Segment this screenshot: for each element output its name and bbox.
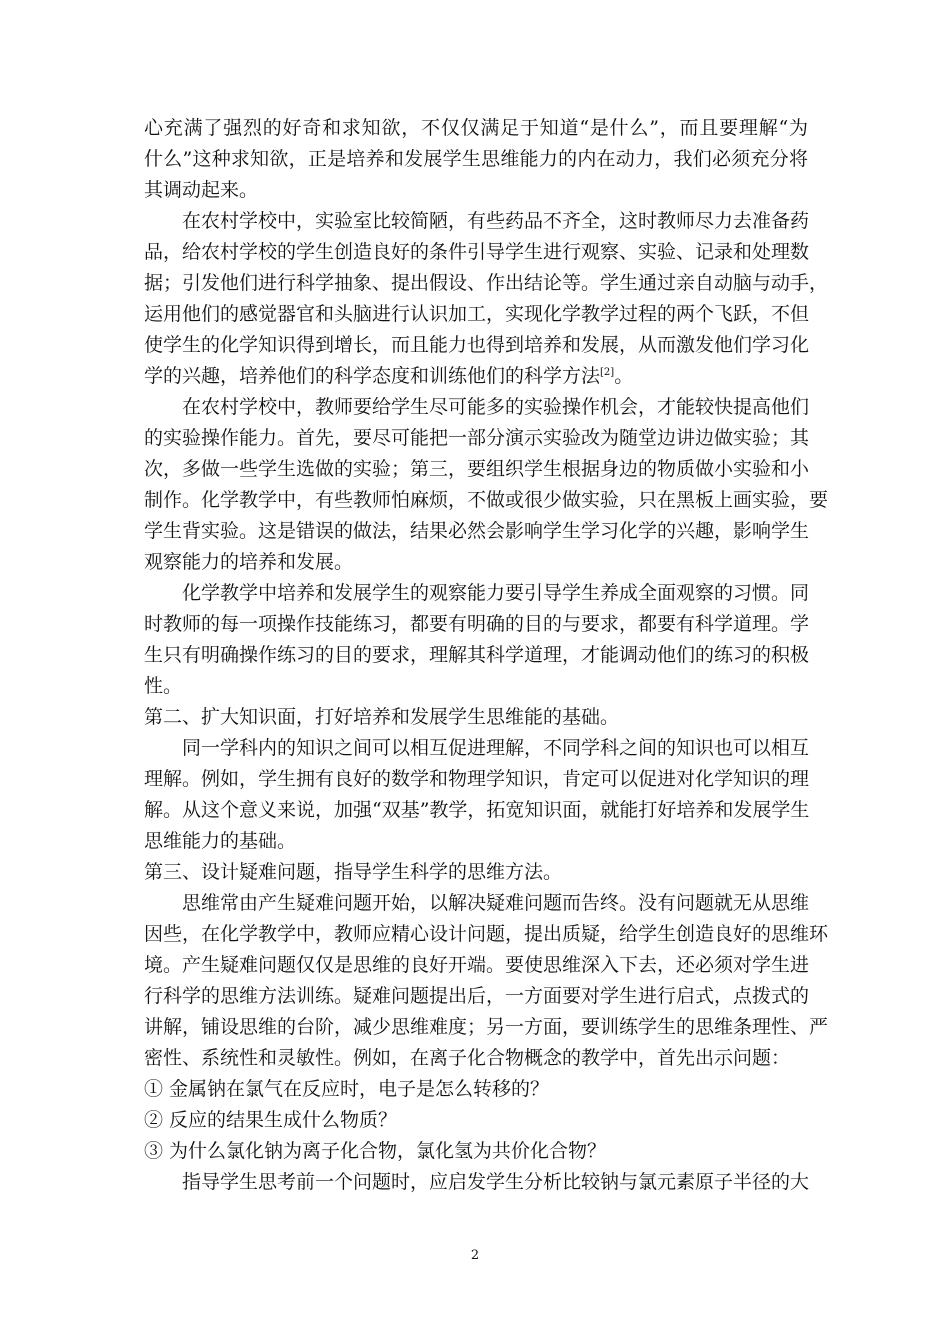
text-line: 学生背实验。这是错误的做法，结果必然会影响学生学习化学的兴趣，影响学生 <box>144 520 810 542</box>
section-heading: 第三、设计疑难问题，指导学生科学的思维方法。 <box>144 861 563 883</box>
text-line: 密性、系统性和灵敏性。例如，在离子化合物概念的教学中，首先出示问题： <box>144 1047 791 1069</box>
paragraph-first-line: 同一学科内的知识之间可以相互促进理解，不同学科之间的知识也可以相互 <box>182 737 810 759</box>
text-line: 思维能力的基础。 <box>144 830 297 852</box>
section-heading: 第二、扩大知识面，打好培养和发展学生思维能的基础。 <box>144 706 620 728</box>
text-line: 学的兴趣，培养他们的科学态度和训练他们的科学方法 <box>144 365 601 387</box>
text-line: 行科学的思维方法训练。疑难问题提出后，一方面要对学生进行启式，点拨式的 <box>144 985 810 1007</box>
text-line: 境。产生疑难问题仅仅是思维的良好开端。要使思维深入下去，还必须对学生进 <box>144 954 810 976</box>
text-line: 据；引发他们进行科学抽象、提出假设、作出结论等。学生通过亲自动脑与动手， <box>144 272 829 294</box>
text-line: 讲解，铺设思维的台阶，减少思维难度；另一方面，要训练学生的思维条理性、严 <box>144 1016 829 1038</box>
citation-tail: 。 <box>614 365 634 387</box>
text-line: 使学生的化学知识得到增长，而且能力也得到培养和发展，从而激发他们学习化 <box>144 334 810 356</box>
text-line: 运用他们的感觉器官和头脑进行认识加工，实现化学教学过程的两个飞跃，不但 <box>144 303 810 325</box>
text-line: 的实验操作能力。首先，要尽可能把一部分演示实验改为随堂边讲边做实验；其 <box>144 427 810 449</box>
paragraph-first-line: 在农村学校中，教师要给学生尽可能多的实验操作机会，才能较快提高他们 <box>182 396 810 418</box>
text-line: 因些，在化学教学中，教师应精心设计问题，提出质疑，给学生创造良好的思维环 <box>144 923 829 945</box>
text-line: 解。从这个意义来说，加强“双基”教学，拓宽知识面，就能打好培养和发展学生 <box>144 799 810 821</box>
text-line: 性。 <box>144 675 183 697</box>
text-line: 时教师的每一项操作技能练习，都要有明确的目的与要求，都要有科学道理。学 <box>144 613 810 635</box>
list-item: ③ 为什么氯化钠为离子化合物，氯化氢为共价化合物？ <box>144 1140 607 1162</box>
paragraph-first-line: 思维常由产生疑难问题开始，以解决疑难问题而告终。没有问题就无从思维 <box>182 892 810 914</box>
document-body <box>144 113 829 1198</box>
paragraph-first-line: 化学教学中培养和发展学生的观察能力要引导学生养成全面观察的习惯。同 <box>182 582 810 604</box>
text-line: 制作。化学教学中，有些教师怕麻烦，不做或很少做实验，只在黑板上画实验，要 <box>144 489 829 511</box>
text-line: 什么”这种求知欲，正是培养和发展学生思维能力的内在动力，我们必须充分将 <box>144 148 808 170</box>
text-line: 理解。例如，学生拥有良好的数学和物理学知识，肯定可以促进对化学知识的理 <box>144 768 810 790</box>
text-line: 次，多做一些学生选做的实验；第三，要组织学生根据身边的物质做小实验和小 <box>144 458 810 480</box>
list-item: ① 金属钠在氯气在反应时，电子是怎么转移的？ <box>144 1078 550 1100</box>
text-line: 品，给农村学校的学生创造良好的条件引导学生进行观察、实验、记录和处理数 <box>144 241 810 263</box>
paragraph-first-line: 指导学生思考前一个问题时，应启发学生分析比较钠与氯元素原子半径的大 <box>182 1171 810 1193</box>
text-line: 观察能力的培养和发展。 <box>144 551 354 573</box>
text-line: 生只有明确操作练习的目的要求，理解其科学道理，才能调动他们的练习的积极 <box>144 644 810 666</box>
citation-mark: [2] <box>600 367 615 378</box>
text-line: 其调动起来。 <box>144 179 259 201</box>
list-item: ② 反应的结果生成什么物质？ <box>144 1109 398 1131</box>
paragraph-first-line: 在农村学校中，实验室比较简陋，有些药品不齐全，这时教师尽力去准备药 <box>182 210 810 232</box>
text-line: 心充满了强烈的好奇和求知欲，不仅仅满足于知道“是什么”，而且要理解“为 <box>144 117 808 139</box>
page-number: 2 <box>470 1248 480 1263</box>
text-line-with-citation <box>144 361 808 392</box>
